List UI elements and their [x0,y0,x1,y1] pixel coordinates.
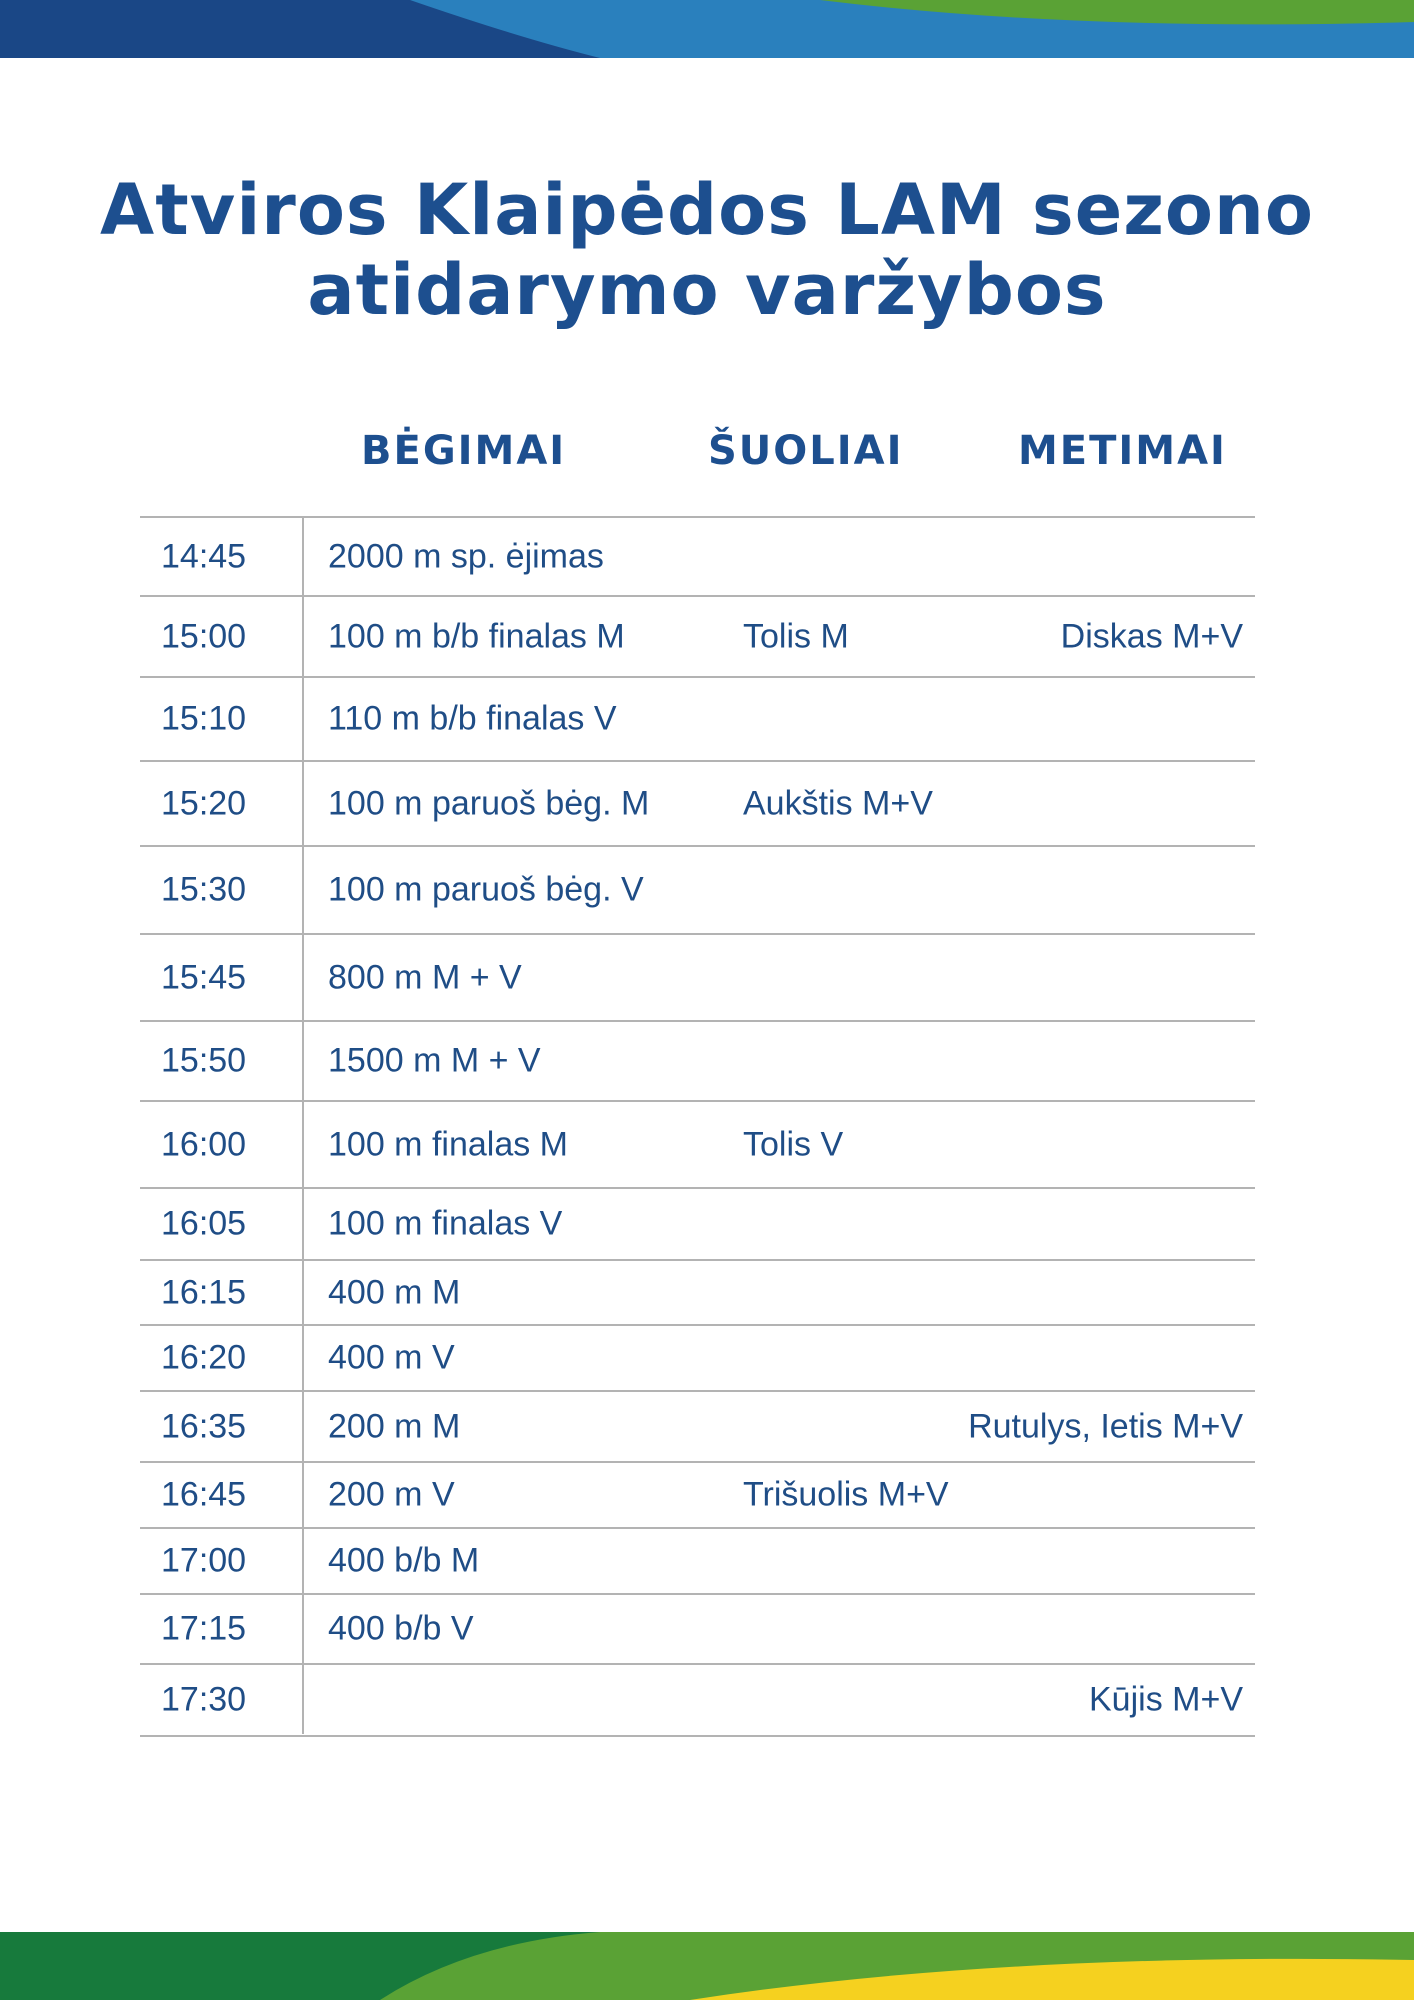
jumping-event-cell: Tolis M [743,617,849,655]
schedule-row [140,935,1255,1022]
running-event-cell: 200 m V [328,1475,455,1514]
schedule-row [140,1326,1255,1392]
schedule-row [140,1463,1255,1529]
running-event-cell: 800 m M + V [328,958,522,996]
running-event-cell: 400 b/b M [328,1541,480,1580]
throwing-event-cell: Diskas M+V [1060,617,1243,655]
top-decorative-band [0,0,1414,58]
running-event-cell: 1500 m M + V [328,1041,541,1080]
time-cell: 15:45 [161,958,247,996]
schedule-row [140,1529,1255,1595]
schedule-row [140,597,1255,678]
time-cell: 16:15 [161,1273,247,1311]
schedule-row [140,762,1255,847]
schedule-row [140,1189,1255,1261]
running-event-cell: 100 m paruoš bėg. V [328,870,644,909]
schedule-row [140,847,1255,935]
time-cell: 16:20 [161,1338,247,1377]
jumping-event-cell: Tolis V [743,1125,844,1163]
jumping-event-cell: Aukštis M+V [743,784,933,822]
jumping-event-cell: Trišuolis M+V [743,1475,949,1514]
schedule-row [140,516,1255,597]
running-event-cell: 100 m finalas M [328,1125,568,1163]
running-event-cell: 400 m M [328,1273,461,1311]
time-cell: 17:15 [161,1609,247,1648]
running-event-cell: 400 b/b V [328,1609,474,1648]
title-line-1: Atviros Klaipėdos LAM sezono [100,169,1314,251]
running-event-cell: 100 m paruoš bėg. M [328,784,650,822]
schedule-row [140,1392,1255,1463]
running-event-cell: 110 m b/b finalas V [328,699,617,738]
running-event-cell: 200 m M [328,1407,461,1445]
time-cell: 17:00 [161,1541,247,1580]
schedule-row [140,1022,1255,1102]
schedule-row [140,1595,1255,1665]
time-cell: 15:50 [161,1041,247,1080]
time-cell: 16:00 [161,1125,247,1163]
throwing-event-cell: Rutulys, Ietis M+V [968,1407,1243,1445]
column-header-runs: BĖGIMAI [361,428,567,474]
throwing-event-cell: Kūjis M+V [1089,1680,1243,1719]
schedule-table [140,516,1255,1737]
time-cell: 17:30 [161,1680,247,1719]
column-header-throws: METIMAI [1018,428,1227,474]
time-cell: 15:00 [161,617,247,655]
time-cell: 15:20 [161,784,247,822]
time-cell: 16:35 [161,1407,247,1445]
schedule-row [140,678,1255,762]
column-header-jumps: ŠUOLIAI [708,428,904,474]
time-cell: 14:45 [161,537,247,575]
schedule-row [140,1102,1255,1189]
schedule-row [140,1261,1255,1326]
running-event-cell: 2000 m sp. ėjimas [328,537,604,575]
running-event-cell: 400 m V [328,1338,455,1377]
bottom-decorative-band [0,1932,1414,2000]
running-event-cell: 100 m finalas V [328,1204,563,1243]
schedule-row [140,1665,1255,1737]
time-cell: 16:45 [161,1475,247,1514]
time-cell: 16:05 [161,1204,247,1243]
page-title [0,170,1414,330]
title-line-2: atidarymo varžybos [307,249,1107,331]
time-cell: 15:10 [161,699,247,738]
time-cell: 15:30 [161,870,247,909]
running-event-cell: 100 m b/b finalas M [328,617,625,655]
